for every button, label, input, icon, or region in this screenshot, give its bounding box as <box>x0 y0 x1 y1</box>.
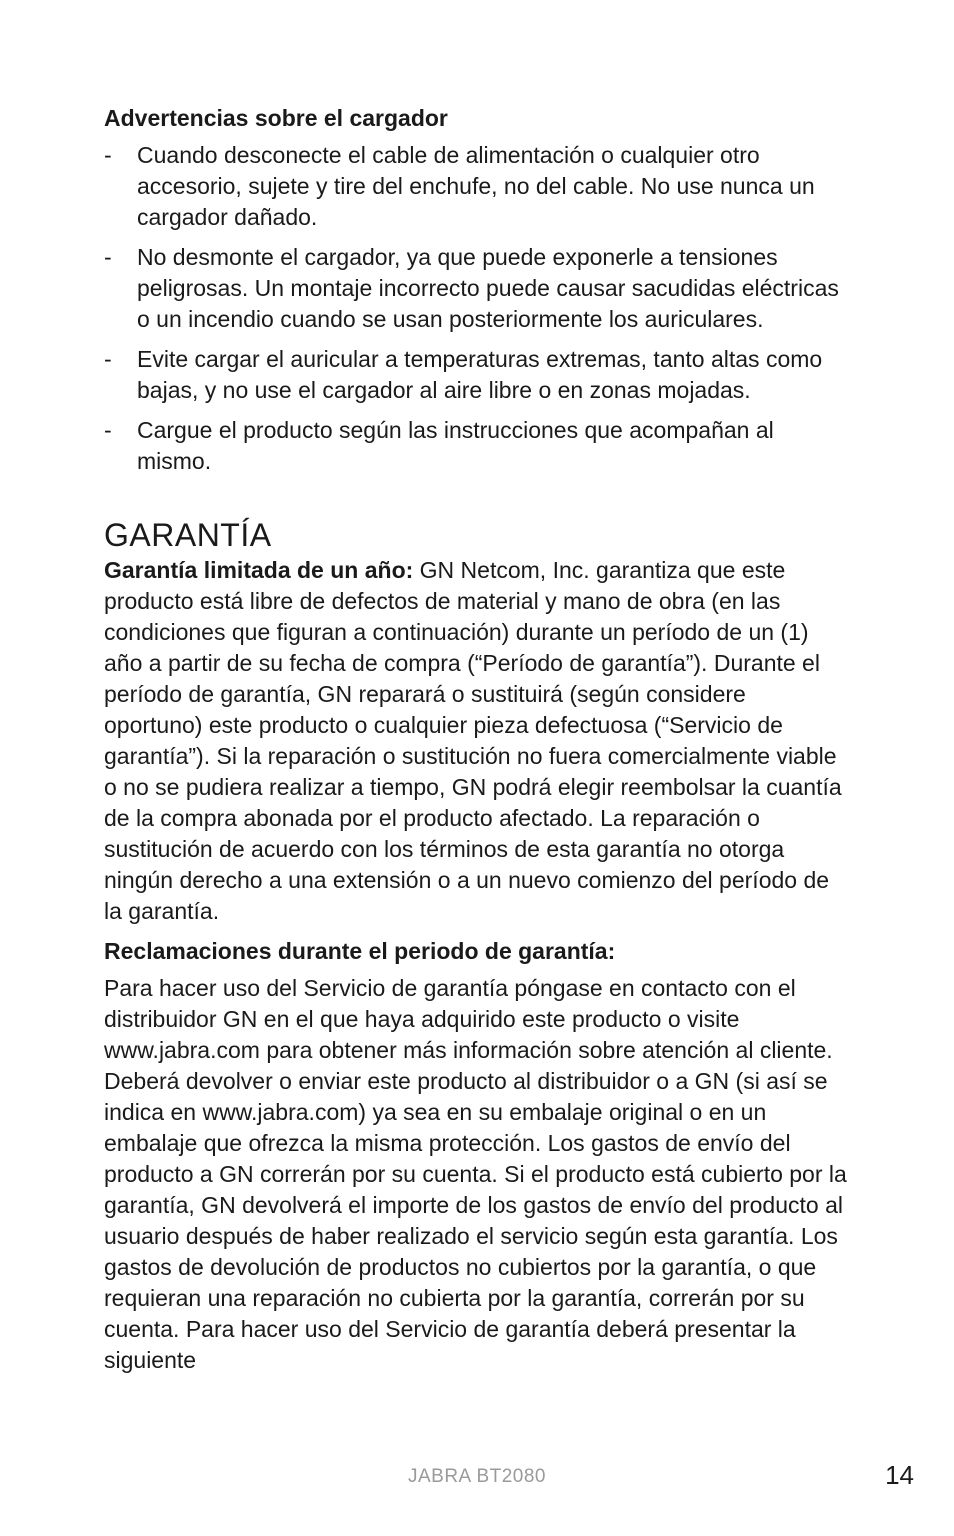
warranty-section-title: GARANTÍA <box>104 517 272 553</box>
bullet-dash: - <box>104 346 112 372</box>
limited-warranty-label: Garantía limitada de un año: <box>104 557 414 583</box>
warranty-claims-heading: Reclamaciones durante el periodo de garantía: <box>104 938 616 964</box>
list-item-text: Cuando desconecte el cable de alimentación o cualquier otro accesorio, sujete y tire del enchufe, no del cable. No use nunca un cargador dañado. <box>137 142 815 230</box>
list-item <box>104 344 850 406</box>
limited-warranty-paragraph <box>104 555 850 927</box>
limited-warranty-text: GN Netcom, Inc. garantiza que este producto está libre de defectos de material y mano de obra (en las condiciones que figuran a continuación) durante un período de un (1) año a partir de su fecha de compra (“Período de garantía”). Durante el período de garantía, GN reparará o sustituirá (según considere oportuno) este producto o cualquier pieza defectuosa (“Servicio de garantía”). Si la reparación o sustitución no fuera comercialmente viable o no se pudiera realizar a tiempo, GN podrá elegir reembolsar la cuantía de la compra abonada por el producto afectado. La reparación o sustitución de acuerdo con los términos de esta garantía no otorga ningún derecho a una extensión o a un nuevo comienzo del período de la garantía. <box>104 557 842 924</box>
bullet-dash: - <box>104 417 112 443</box>
charger-warnings-list <box>104 140 850 477</box>
charger-warnings-heading: Advertencias sobre el cargador <box>104 105 448 131</box>
list-item-text: No desmonte el cargador, ya que puede exponerle a tensiones peligrosas. Un montaje incorrecto puede causar sacudidas eléctricas o un incendio cuando se usan posteriormente los auriculares. <box>137 244 839 332</box>
page-content <box>104 103 850 1385</box>
warranty-claims-paragraph: Para hacer uso del Servicio de garantía póngase en contacto con el distribuidor GN en el que haya adquirido este producto o visite www.jabra.com para obtener más información sobre atención al cliente. Deberá devolver o enviar este producto al distribuidor o a GN (si así se indica en www.jabra.com) ya sea en su embalaje original o en un embalaje que ofrezca la misma protección. Los gastos de envío del producto a GN correrán por su cuenta. Si el producto está cubierto por la garantía, GN devolverá el importe de los gastos de envío del producto al usuario después de haber realizado el servicio según esta garantía. Los gastos de devolución de productos no cubiertos por la garantía, o que requieran una reparación no cubierta por la garantía, correrán por su cuenta. Para hacer uso del Servicio de garantía deberá presentar la siguiente <box>104 975 847 1373</box>
list-item-text: Evite cargar el auricular a temperaturas extremas, tanto altas como bajas, y no use el cargador al aire libre o en zonas mojadas. <box>137 346 823 403</box>
page-number: 14 <box>885 1460 914 1490</box>
list-item <box>104 140 850 233</box>
list-item <box>104 415 850 477</box>
list-item <box>104 242 850 335</box>
footer-brand: JABRA BT2080 <box>407 1466 547 1487</box>
list-item-text: Cargue el producto según las instrucciones que acompañan al mismo. <box>137 417 774 474</box>
bullet-dash: - <box>104 142 112 168</box>
bullet-dash: - <box>104 244 112 270</box>
